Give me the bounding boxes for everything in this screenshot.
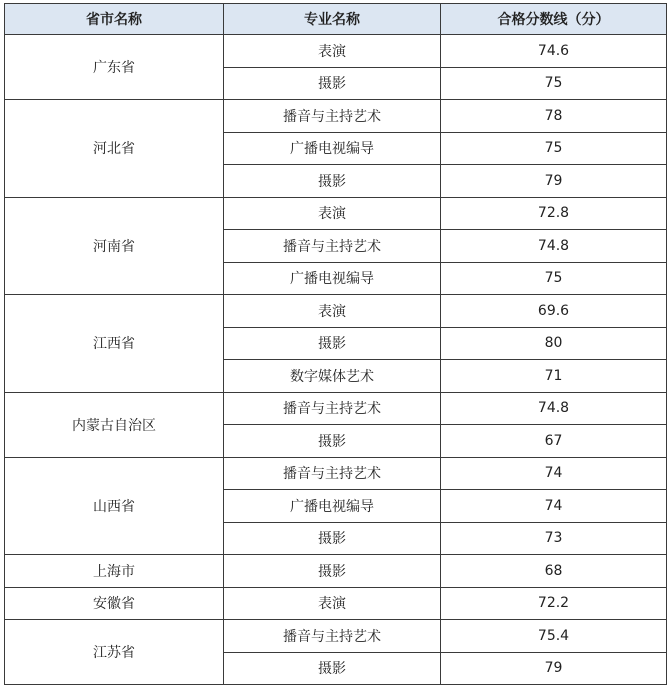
table-header-row xyxy=(5,4,667,35)
major-cell: 摄影 xyxy=(224,555,441,588)
table-row xyxy=(5,100,667,133)
major-cell: 摄影 xyxy=(224,67,441,100)
table-row xyxy=(5,555,667,588)
province-cell: 河北省 xyxy=(5,100,224,198)
table-row xyxy=(5,457,667,490)
table-row xyxy=(5,392,667,425)
score-cell: 78 xyxy=(441,100,667,133)
major-cell: 播音与主持艺术 xyxy=(224,100,441,133)
province-cell: 广东省 xyxy=(5,35,224,100)
major-cell: 表演 xyxy=(224,197,441,230)
header-score: 合格分数线（分） xyxy=(441,4,667,35)
major-cell: 播音与主持艺术 xyxy=(224,392,441,425)
score-table xyxy=(4,3,667,685)
major-cell: 摄影 xyxy=(224,425,441,458)
province-cell: 江苏省 xyxy=(5,620,224,685)
province-cell: 内蒙古自治区 xyxy=(5,392,224,457)
score-cell: 74 xyxy=(441,457,667,490)
major-cell: 摄影 xyxy=(224,327,441,360)
table-row xyxy=(5,587,667,620)
major-cell: 广播电视编导 xyxy=(224,262,441,295)
score-cell: 68 xyxy=(441,555,667,588)
table-row xyxy=(5,35,667,68)
score-cell: 73 xyxy=(441,522,667,555)
major-cell: 数字媒体艺术 xyxy=(224,360,441,393)
province-cell: 安徽省 xyxy=(5,587,224,620)
major-cell: 表演 xyxy=(224,295,441,328)
table-row xyxy=(5,197,667,230)
major-cell: 播音与主持艺术 xyxy=(224,457,441,490)
major-cell: 摄影 xyxy=(224,522,441,555)
province-cell: 上海市 xyxy=(5,555,224,588)
header-province: 省市名称 xyxy=(5,4,224,35)
table-row xyxy=(5,620,667,653)
score-cell: 72.2 xyxy=(441,587,667,620)
score-cell: 75 xyxy=(441,262,667,295)
score-cell: 72.8 xyxy=(441,197,667,230)
table-row xyxy=(5,295,667,328)
major-cell: 广播电视编导 xyxy=(224,490,441,523)
score-cell: 79 xyxy=(441,652,667,685)
major-cell: 摄影 xyxy=(224,165,441,198)
province-cell: 河南省 xyxy=(5,197,224,295)
score-cell: 69.6 xyxy=(441,295,667,328)
score-cell: 74.6 xyxy=(441,35,667,68)
major-cell: 摄影 xyxy=(224,652,441,685)
table-body xyxy=(5,35,667,685)
score-cell: 71 xyxy=(441,360,667,393)
score-cell: 67 xyxy=(441,425,667,458)
header-major: 专业名称 xyxy=(224,4,441,35)
score-cell: 75 xyxy=(441,132,667,165)
score-cell: 75.4 xyxy=(441,620,667,653)
score-cell: 74.8 xyxy=(441,392,667,425)
score-cell: 74.8 xyxy=(441,230,667,263)
major-cell: 广播电视编导 xyxy=(224,132,441,165)
province-cell: 山西省 xyxy=(5,457,224,555)
score-cell: 80 xyxy=(441,327,667,360)
major-cell: 播音与主持艺术 xyxy=(224,620,441,653)
score-cell: 75 xyxy=(441,67,667,100)
province-cell: 江西省 xyxy=(5,295,224,393)
score-cell: 79 xyxy=(441,165,667,198)
major-cell: 表演 xyxy=(224,35,441,68)
major-cell: 播音与主持艺术 xyxy=(224,230,441,263)
score-cell: 74 xyxy=(441,490,667,523)
major-cell: 表演 xyxy=(224,587,441,620)
